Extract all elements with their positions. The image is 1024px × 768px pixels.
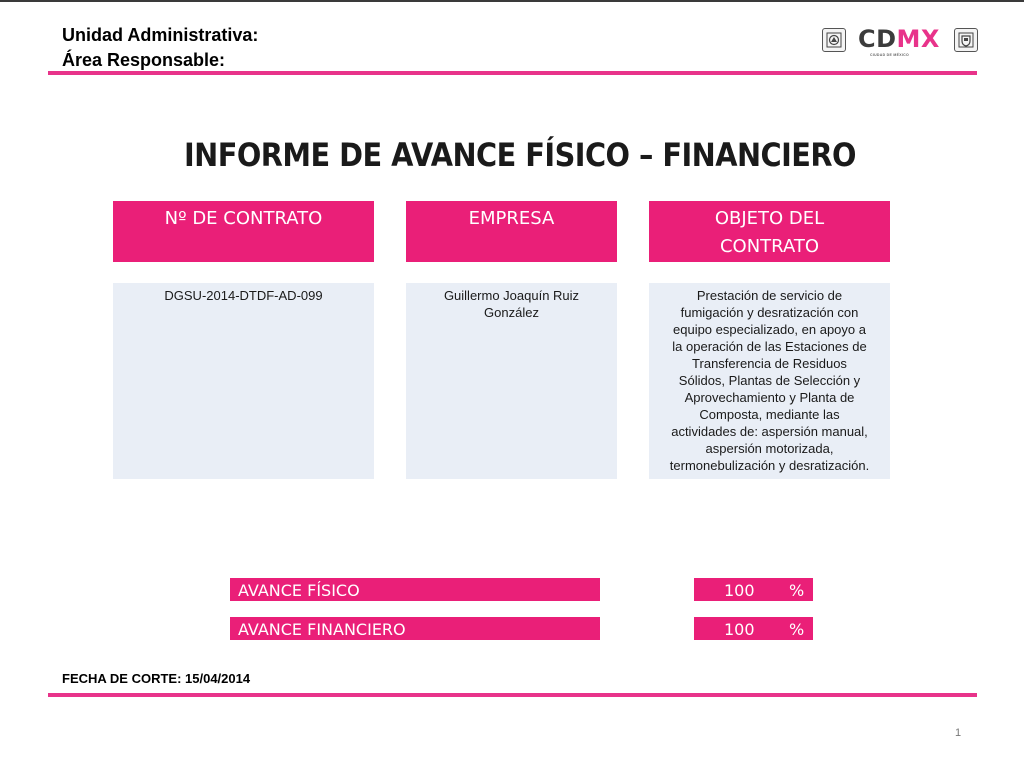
avance-financiero-label: AVANCE FINANCIERO	[230, 617, 600, 640]
header-contrato: Nº DE CONTRATO	[113, 201, 374, 262]
fecha-corte: FECHA DE CORTE: 15/04/2014	[62, 671, 251, 686]
header-objeto: OBJETO DEL CONTRATO	[649, 201, 890, 262]
avance-fisico-label: AVANCE FÍSICO	[230, 578, 600, 601]
header-divider	[48, 71, 977, 75]
avance-financiero-value: 100 %	[694, 617, 813, 640]
cell-objeto: Prestación de servicio de fumigación y desratización con equipo especializado, en apoyo a la operación de las Estaciones de Transferencia de Residuos Sólidos, Plantas de Selección y Aprovechamiento y Planta de Composta, mediante las actividades de: aspersión manual, aspersión motorizada, termonebulización y desratización.	[649, 283, 890, 479]
header-empresa: EMPRESA	[406, 201, 617, 262]
area-responsable-label: Área Responsable:	[62, 50, 226, 70]
top-border	[0, 0, 1024, 2]
cdmx-seal-icon	[822, 28, 846, 52]
page-title: INFORME DE AVANCE FÍSICO – FINANCIERO	[183, 136, 857, 174]
cdmx-logo	[822, 24, 980, 56]
cdmx-wordmark: CDMX	[858, 25, 940, 53]
cell-contrato: DGSU-2014-DTDF-AD-099	[113, 283, 374, 479]
cdmx-subtitle: CIUDAD DE MÉXICO	[870, 53, 910, 57]
page-number: 1	[955, 727, 962, 739]
cell-empresa: Guillermo Joaquín Ruiz González	[406, 283, 617, 479]
unidad-administrativa-label: Unidad Administrativa:	[62, 25, 259, 45]
avance-fisico-value: 100 %	[694, 578, 813, 601]
footer-divider	[48, 693, 977, 697]
shield-seal-icon	[954, 28, 978, 52]
